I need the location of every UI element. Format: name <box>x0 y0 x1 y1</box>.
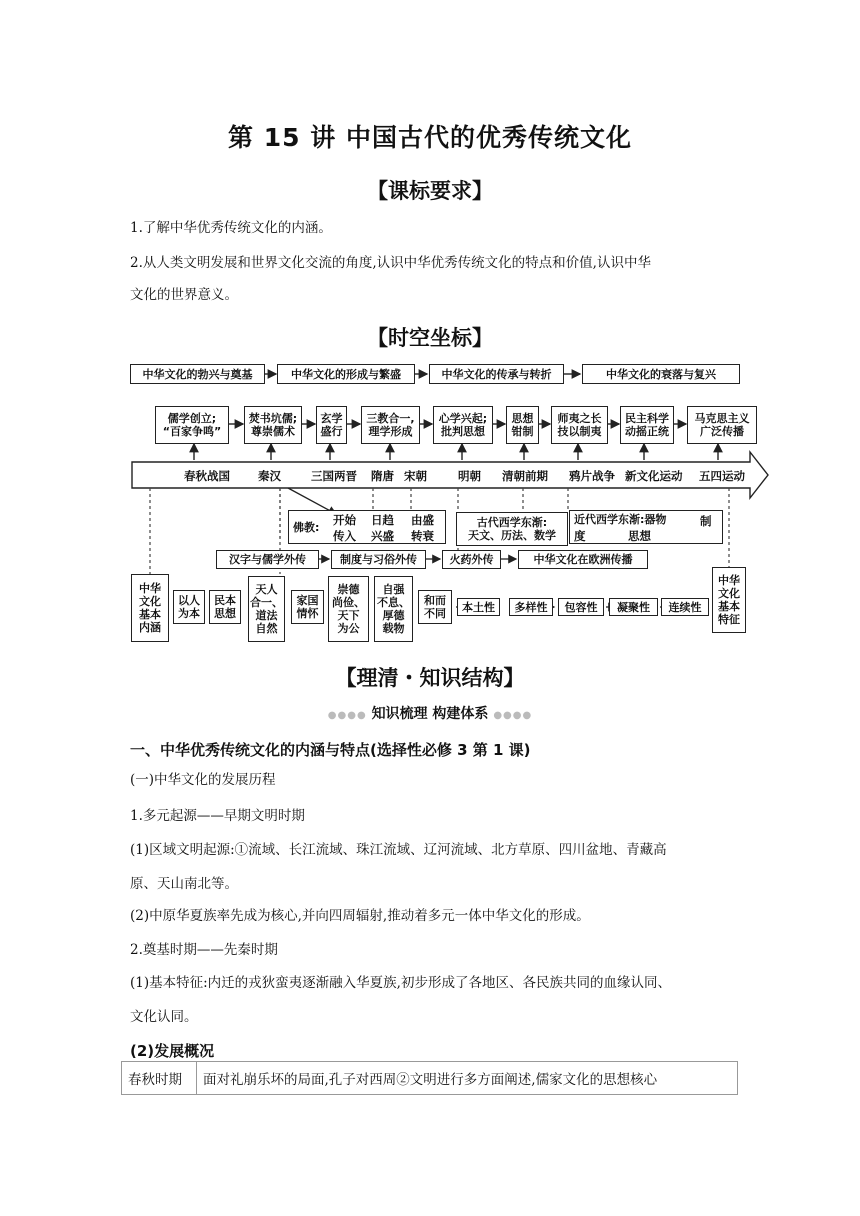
feature-4: 凝聚性 <box>609 598 658 616</box>
upper-box-8: 民主科学 动摇正统 <box>620 406 674 444</box>
west-modern-b: 制 <box>700 514 712 528</box>
upper-box-3: 玄学 盛行 <box>316 406 347 444</box>
banner-text: 知识梳理 构建体系 <box>371 706 489 722</box>
feature-3: 包容性 <box>558 598 604 616</box>
para-5: (2)中原华夏族率先成为核心,并向四周辐射,推动着多元一体中华文化的形成。 <box>130 908 590 924</box>
table-content: 面对礼崩乐坏的局面,孔子对西周②文明进行多方面阐述,儒家文化的思想核心 <box>197 1062 738 1095</box>
connotation-2: 民本 思想 <box>209 590 241 624</box>
connotation-3: 天人 合一、 道法 自然 <box>248 576 285 642</box>
stage-3: 中华文化的传承与转折 <box>429 364 564 384</box>
period-newculture: 新文化运动 <box>625 469 683 483</box>
upper-box-6: 思想 钳制 <box>506 406 539 444</box>
upper-box-5: 心学兴起; 批判思想 <box>433 406 493 444</box>
curriculum-3: 文化的世界意义。 <box>130 287 238 303</box>
spread-2: 制度与习俗外传 <box>331 550 426 569</box>
stage-4: 中华文化的衰落与复兴 <box>582 364 740 384</box>
west-modern-a: 近代西学东渐:器物 <box>574 513 667 526</box>
banner-dots-right: ●●●● <box>493 710 533 721</box>
feature-1: 本土性 <box>457 598 500 616</box>
para-6: 2.奠基时期——先秦时期 <box>130 942 278 958</box>
period-qing: 清朝前期 <box>502 469 548 483</box>
upper-box-2: 焚书坑儒; 尊崇儒术 <box>244 406 302 444</box>
connotation-6: 自强 不息、 厚德 载物 <box>374 576 413 642</box>
para-3: (1)区域文明起源:①流域、长江流域、珠江流域、辽河流域、北方草原、四川盆地、青藏高 <box>130 842 667 858</box>
heading-1: 一、中华优秀传统文化的内涵与特点(选择性必修 3 第 1 课) <box>130 741 531 759</box>
timeline-diagram <box>128 362 772 648</box>
banner-dots-left: ●●●● <box>327 710 367 721</box>
feature-5: 连续性 <box>661 598 709 616</box>
spread-1: 汉字与儒学外传 <box>216 550 319 569</box>
para-1: (一)中华文化的发展历程 <box>130 772 276 788</box>
connotation-title: 中华 文化 基本 内涵 <box>131 574 169 642</box>
connotation-5: 崇德 尚俭、 天下 为公 <box>328 576 369 642</box>
connotation-1: 以人 为本 <box>173 590 205 624</box>
page-title: 第 15 讲 中国古代的优秀传统文化 <box>228 123 632 152</box>
period-maytourth: 五四运动 <box>699 469 745 483</box>
feature-2: 多样性 <box>509 598 553 616</box>
connotation-4: 家国 情怀 <box>291 590 324 624</box>
curriculum-1: 1.了解中华优秀传统文化的内涵。 <box>130 220 332 236</box>
para-7: (1)基本特征:内迁的戎狄蛮夷逐渐融入华夏族,初步形成了各地区、各民族共同的血缘认同、 <box>130 975 671 991</box>
section-structure: 【理清・知识结构】 <box>335 666 525 690</box>
para-4: 原、天山南北等。 <box>130 876 238 892</box>
period-chunqiu: 春秋战国 <box>184 469 230 483</box>
period-opium: 鸦片战争 <box>569 469 615 483</box>
para-8: 文化认同。 <box>130 1009 198 1025</box>
spread-3: 火药外传 <box>442 550 501 569</box>
buddhism-stage-2: 日趋 兴盛 <box>371 513 394 543</box>
banner <box>0 703 860 723</box>
upper-box-9: 马克思主义 广泛传播 <box>687 406 757 444</box>
period-sanguo: 三国两晋 <box>311 469 357 483</box>
section-timeline: 【时空坐标】 <box>367 326 493 350</box>
buddhism-stage-1: 开始 传入 <box>333 513 356 543</box>
spread-4: 中华文化在欧洲传播 <box>518 550 648 569</box>
period-suitang: 隋唐 <box>371 469 394 483</box>
buddhism-label: 佛教: <box>293 520 320 534</box>
table-period: 春秋时期 <box>122 1062 197 1095</box>
connotation-7: 和而 不同 <box>418 590 452 624</box>
curriculum-2: 2.从人类文明发展和世界文化交流的角度,认识中华优秀传统文化的特点和价值,认识中华 <box>130 255 651 271</box>
heading-2: (2)发展概况 <box>130 1042 215 1060</box>
stage-2: 中华文化的形成与繁盛 <box>277 364 415 384</box>
para-2: 1.多元起源——早期文明时期 <box>130 808 305 824</box>
west-ancient-box: 古代西学东渐: 天文、历法、数学 <box>456 512 568 546</box>
section-curriculum: 【课标要求】 <box>367 179 493 203</box>
table-row <box>122 1062 738 1095</box>
west-modern-d: 思想 <box>628 529 651 543</box>
west-modern-c: 度 <box>574 529 586 543</box>
upper-box-1: 儒学创立; “百家争鸣” <box>155 406 229 444</box>
stage-1: 中华文化的勃兴与奠基 <box>130 364 265 384</box>
features-title: 中华 文化 基本 特征 <box>712 567 746 633</box>
buddhism-stage-3: 由盛 转衰 <box>411 513 434 543</box>
period-qinhan: 秦汉 <box>258 469 281 483</box>
period-ming: 明朝 <box>458 469 481 483</box>
upper-box-4: 三教合一, 理学形成 <box>361 406 420 444</box>
overview-table <box>121 1061 738 1095</box>
upper-box-7: 师夷之长 技以制夷 <box>551 406 608 444</box>
period-song: 宋朝 <box>404 469 427 483</box>
